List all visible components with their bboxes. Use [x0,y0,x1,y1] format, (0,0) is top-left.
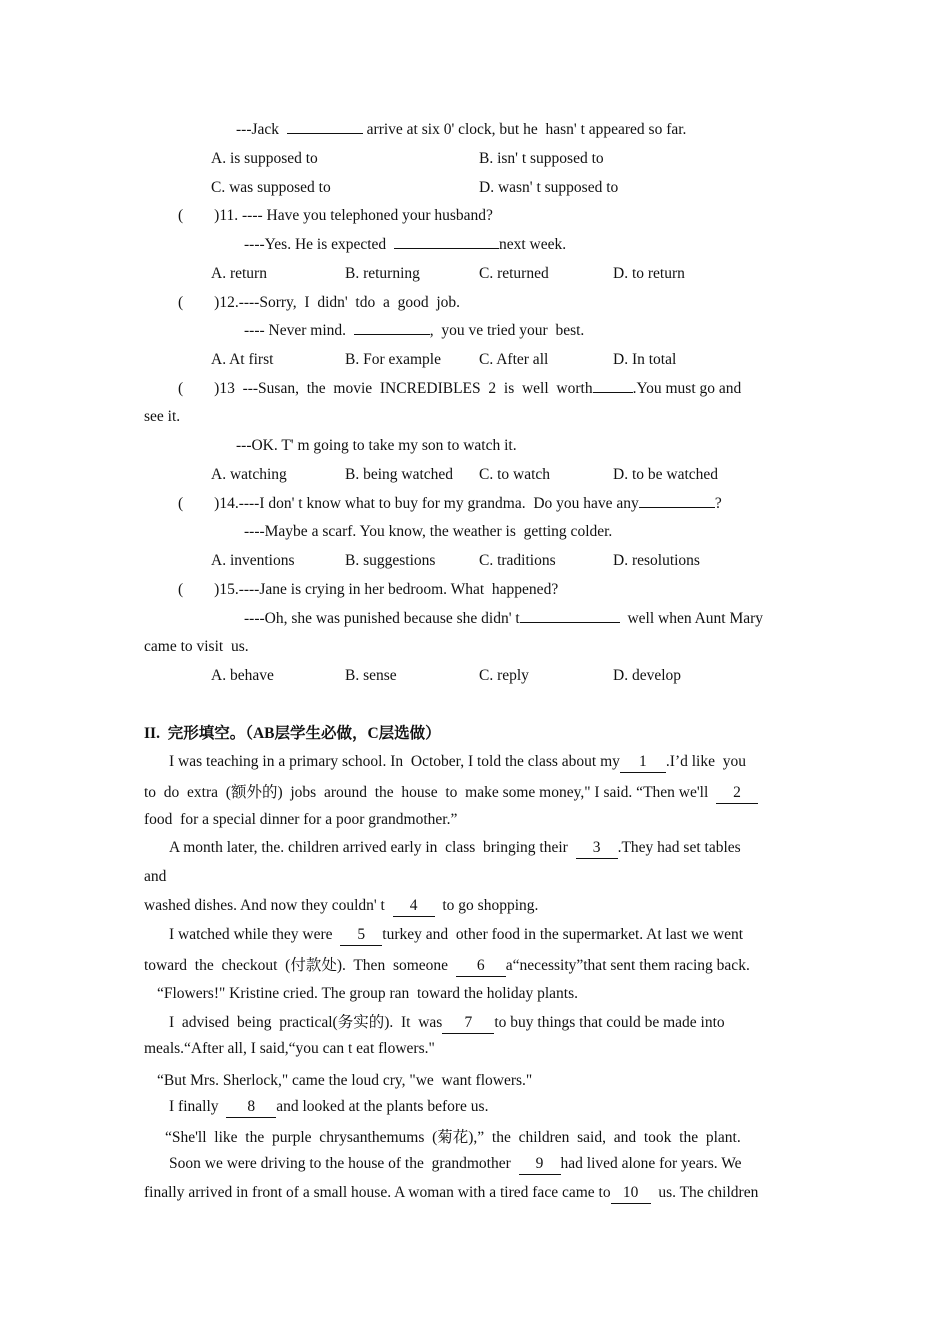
answer-blank: 4 [393,896,435,917]
answer-blank: 8 [226,1097,276,1118]
option-c: C. returned [479,265,549,282]
answer-blank [520,622,620,623]
passage-line: I was teaching in a primary school. In October, I told the class about my 1 .I’d like you [169,752,746,773]
answer-blank: 3 [576,838,618,859]
option-a: A. At first [211,351,274,368]
passage-line: “Flowers!" Kristine cried. The group ran toward the holiday plants. [157,985,578,1002]
option-b: B. returning [345,265,420,282]
q13-continuation: see it. [144,408,181,425]
answer-blank: 5 [340,925,382,946]
answer-blank: 7 [442,1013,494,1034]
option-b: B. being watched [345,466,454,483]
q11-reply: ----Yes. He is expected next week. [244,236,567,253]
q15-continuation: came to visit us. [144,638,249,655]
option-d: D. develop [613,667,682,684]
option-a: A. inventions [211,552,295,569]
option-a: A. watching [211,466,287,483]
q14-question: ( )14.----I don' t know what to buy for my grandma. Do you have any ? [178,495,722,512]
q12-reply: ---- Never mind. , you ve tried your best. [244,322,585,339]
q14-reply: ----Maybe a scarf. You know, the weather is getting colder. [244,523,613,540]
option-c: C. was supposed to [211,179,331,196]
q11-question: ( )11. ---- Have you telephoned your husband? [178,207,493,224]
passage-line: toward the checkout (付款处). Then someone 6 a“necessity”that sent them racing back. [144,956,750,977]
q10-dialog: ---Jack arrive at six 0' clock, but he hasn' t appeared so far. [236,121,687,138]
option-b: B. isn' t supposed to [479,150,604,167]
passage-line: and [144,868,167,885]
option-d: D. to return [613,265,685,282]
option-c: C. traditions [479,552,556,569]
passage-line: “She'll like the purple chrysanthemums (菊花),” the children said, and took the plant. [165,1129,741,1146]
option-b: B. For example [345,351,441,368]
option-c: C. to watch [479,466,551,483]
option-a: A. return [211,265,267,282]
option-c: C. reply [479,667,529,684]
option-d: D. to be watched [613,466,719,483]
option-a: A. is supposed to [211,150,318,167]
answer-blank: 6 [456,956,506,977]
option-d: D. In total [613,351,677,368]
answer-blank [287,133,363,134]
answer-blank [639,507,715,508]
option-a: A. behave [211,667,274,684]
option-d: D. resolutions [613,552,700,569]
answer-blank: 2 [716,783,758,804]
passage-line: meals.“After all, I said,“you can t eat flowers." [144,1040,435,1057]
passage-line: A month later, the. children arrived early in class bringing their 3 .They had set tables [169,838,741,859]
passage-line: food for a special dinner for a poor grandmother.” [144,811,458,828]
q15-reply: ----Oh, she was punished because she didn' t well when Aunt Mary [244,610,764,627]
answer-blank [354,334,430,335]
passage-line: washed dishes. And now they couldn' t 4 to go shopping. [144,896,538,917]
option-b: B. sense [345,667,397,684]
answer-blank [394,248,499,249]
passage-line: “But Mrs. Sherlock," came the loud cry, "we want flowers." [157,1072,533,1089]
q15-question: ( )15.----Jane is crying in her bedroom. What happened? [178,581,559,598]
passage-line: I watched while they were 5 turkey and other food in the supermarket. At last we went [169,925,743,946]
answer-blank: 9 [519,1154,561,1175]
q13-reply: ---OK. T' m going to take my son to watch it. [236,437,517,454]
section-heading: II. 完形填空。（AB层学生必做，C层选做） [144,725,441,742]
passage-line: finally arrived in front of a small house. A woman with a tired face came to 10 us. The children [144,1183,758,1204]
passage-line: to do extra (额外的) jobs around the house to make some money," I said. “Then we'll 2 [144,783,758,804]
q13-question: ( )13 ---Susan, the movie INCREDIBLES 2 is well worth .You must go and [178,380,742,397]
q12-question: ( )12.----Sorry, I didn' tdo a good job. [178,294,461,311]
option-b: B. suggestions [345,552,436,569]
passage-line: I advised being practical(务实的). It was 7 to buy things that could be made into [169,1013,725,1034]
answer-blank: 1 [620,752,666,773]
answer-blank [593,392,633,393]
passage-line: Soon we were driving to the house of the grandmother 9 had lived alone for years. We [169,1154,741,1175]
answer-blank: 10 [611,1183,651,1204]
passage-line: I finally 8 and looked at the plants before us. [169,1097,488,1118]
option-c: C. After all [479,351,549,368]
option-d: D. wasn' t supposed to [479,179,619,196]
